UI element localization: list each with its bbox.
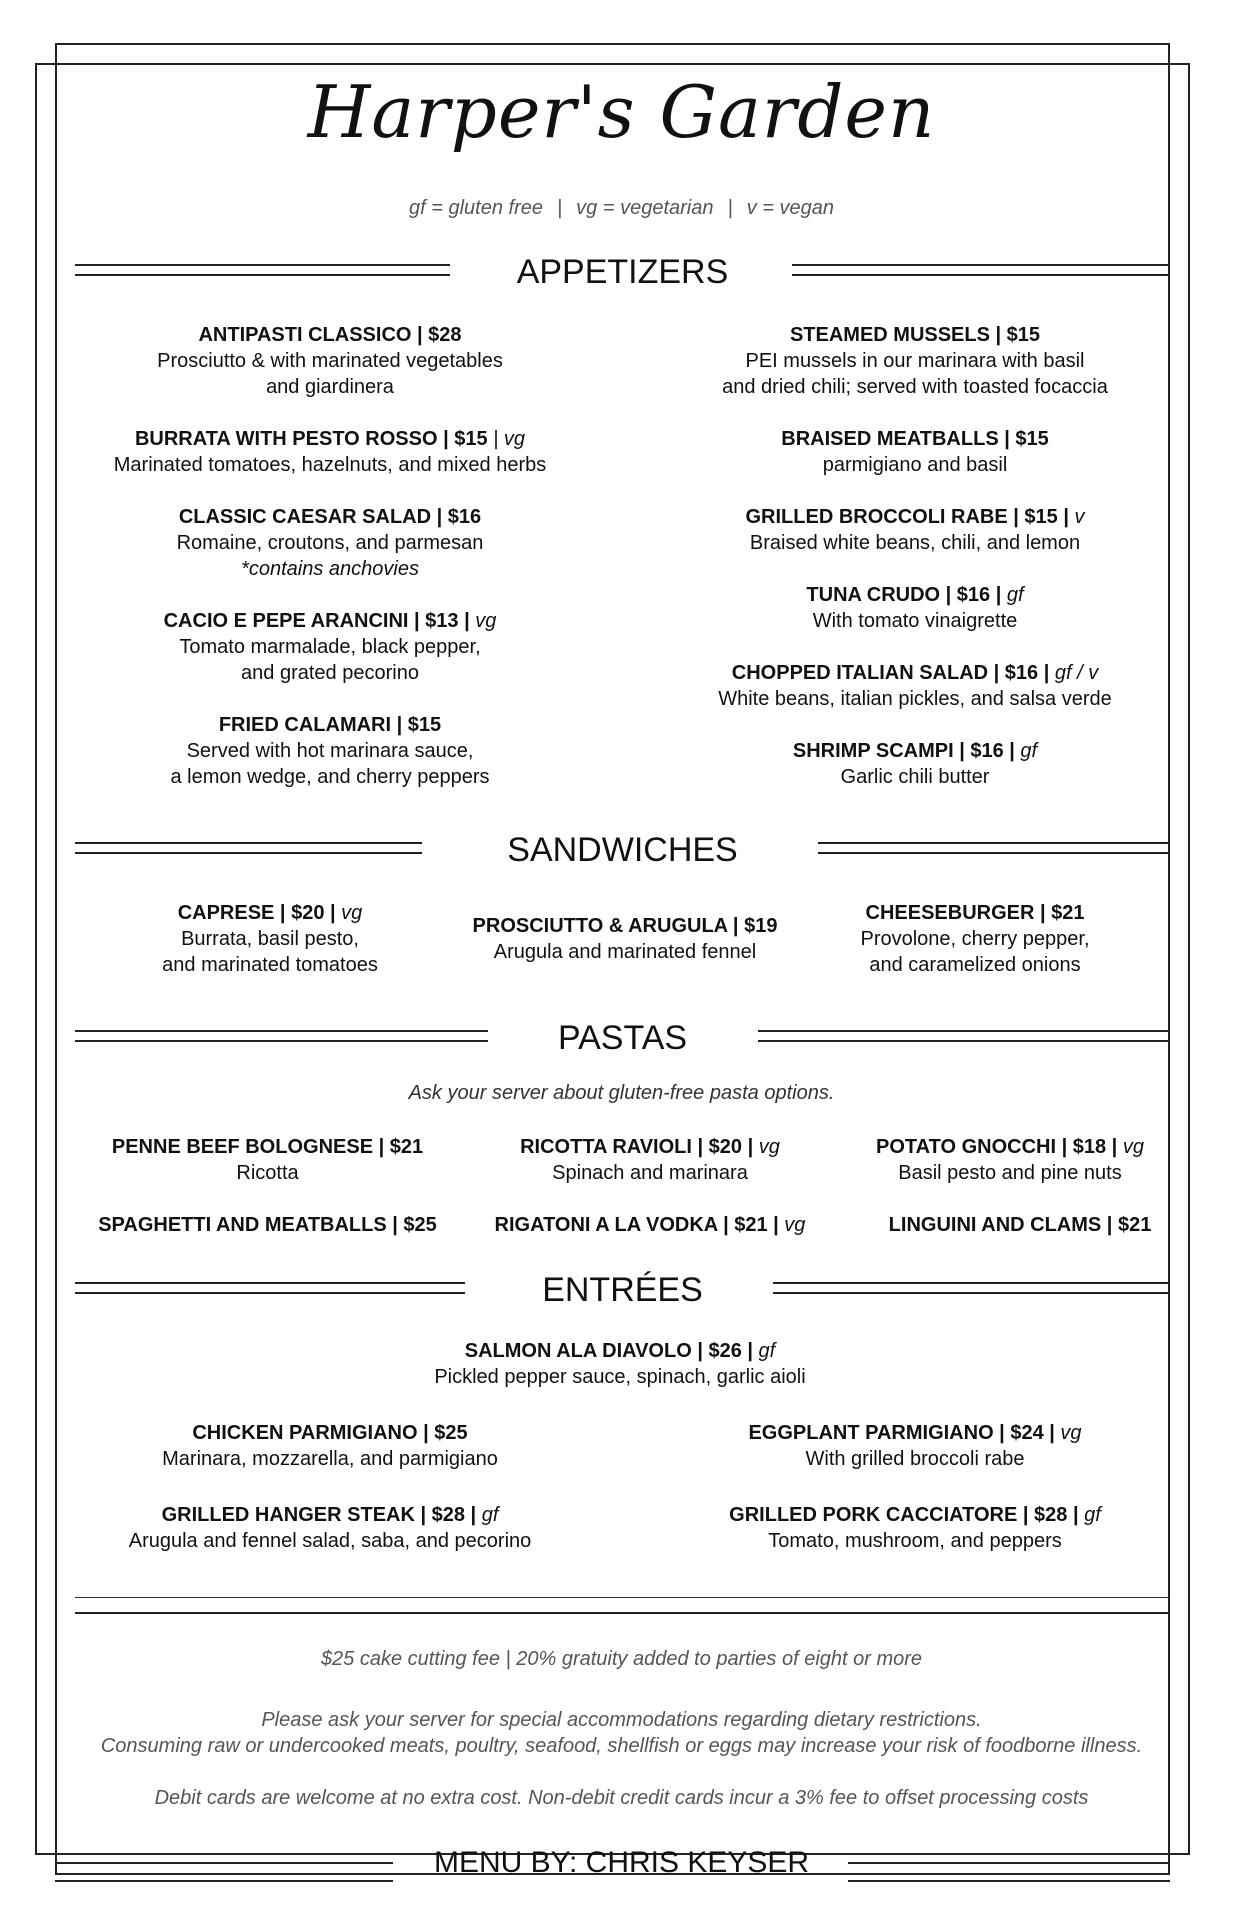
- footer-divider: [75, 1612, 1170, 1614]
- section-title: ENTRÉES: [542, 1271, 703, 1309]
- dietary-note: Please ask your server for special accommodations regarding dietary restrictions.: [261, 1709, 982, 1731]
- item-name: LINGUINI AND CLAMS | $21: [888, 1214, 1152, 1236]
- diet-tag: vg: [753, 1136, 780, 1158]
- legend-vg: vg = vegetarian: [576, 197, 714, 219]
- card-fee-note: Debit cards are welcome at no extra cost. Non-debit credit cards incur a 3% fee to offset processing costs: [154, 1787, 1089, 1809]
- diet-tag: | vg: [487, 428, 526, 450]
- item-name: RICOTTA RAVIOLI | $20 |: [520, 1136, 754, 1158]
- menu-item: [780, 900, 1170, 978]
- item-name: SHRIMP SCAMPI | $16 |: [792, 740, 1015, 762]
- diet-tag: gf: [1001, 584, 1024, 606]
- header-rule: [758, 1030, 1170, 1042]
- pastas-header: [75, 1018, 1170, 1058]
- menu-item: [460, 1212, 840, 1238]
- item-description: Served with hot marinara sauce,: [186, 740, 474, 762]
- item-description: PEI mussels in our marinara with basil: [745, 350, 1085, 372]
- legend-separator: |: [556, 197, 563, 219]
- diet-tag: gf: [1078, 1504, 1101, 1526]
- menu-item: [655, 426, 1175, 478]
- item-name: EGGPLANT PARMIGIANO | $24 |: [748, 1422, 1055, 1444]
- menu-item: [655, 504, 1175, 556]
- menu-item: [75, 712, 585, 790]
- menu-credit: MENU BY: CHRIS KEYSER: [433, 1846, 810, 1879]
- item-name: GRILLED HANGER STEAK | $28 |: [161, 1504, 477, 1526]
- item-name: CACIO E PEPE ARANCINI | $13 |: [163, 610, 470, 632]
- menu-item: [75, 1134, 460, 1186]
- item-description: Ricotta: [236, 1162, 299, 1184]
- diet-tag: gf / v: [1049, 662, 1099, 684]
- legend-v: v = vegan: [746, 197, 834, 219]
- menu-item: [855, 1212, 1185, 1238]
- item-name: CAPRESE | $20 |: [177, 902, 336, 924]
- diet-tag: vg: [1054, 1422, 1082, 1444]
- item-name: CHOPPED ITALIAN SALAD | $16 |: [731, 662, 1050, 684]
- item-description: Arugula and marinated fennel: [493, 941, 757, 963]
- menu-item: [75, 1212, 460, 1238]
- item-description: Romaine, croutons, and parmesan: [176, 532, 484, 554]
- menu-item: [655, 1420, 1175, 1472]
- credit-rule: [848, 1862, 1170, 1882]
- item-name: CHEESEBURGER | $21: [865, 902, 1085, 924]
- menu-item: [75, 1502, 585, 1554]
- appetizers-header: [75, 252, 1170, 292]
- item-description: a lemon wedge, and cherry peppers: [170, 766, 490, 788]
- item-name: BRAISED MEATBALLS | $15: [781, 428, 1049, 450]
- sandwiches-header: [75, 830, 1170, 870]
- diet-tag: gf: [476, 1504, 499, 1526]
- item-name: TUNA CRUDO | $16 |: [806, 584, 1002, 606]
- diet-tag: gf: [753, 1340, 776, 1362]
- menu-item: [840, 1134, 1180, 1186]
- item-note: *contains anchovies: [241, 558, 419, 580]
- item-description: and dried chili; served with toasted focaccia: [722, 376, 1108, 398]
- menu-item: [75, 900, 465, 978]
- header-rule: [818, 842, 1170, 854]
- item-name: GRILLED PORK CACCIATORE | $28 |: [729, 1504, 1079, 1526]
- fees-note: $25 cake cutting fee | 20% gratuity added to parties of eight or more: [320, 1648, 923, 1670]
- item-name: FRIED CALAMARI | $15: [218, 714, 442, 736]
- footer-divider: [75, 1597, 1170, 1598]
- item-name: SALMON ALA DIAVOLO | $26 |: [464, 1340, 753, 1362]
- item-description: parmigiano and basil: [822, 454, 1008, 476]
- entrees-header: [75, 1270, 1170, 1310]
- item-description: Arugula and fennel salad, saba, and pecorino: [128, 1530, 532, 1552]
- item-name: BURRATA WITH PESTO ROSSO | $15: [134, 428, 488, 450]
- item-description: Marinated tomatoes, hazelnuts, and mixed herbs: [113, 454, 547, 476]
- item-name: PROSCIUTTO & ARUGULA | $19: [472, 915, 778, 937]
- menu-item: [75, 426, 585, 478]
- item-description: Spinach and marinara: [552, 1162, 748, 1184]
- item-description: Garlic chili butter: [840, 766, 990, 788]
- menu-item: [75, 1420, 585, 1472]
- item-description: and marinated tomatoes: [162, 954, 378, 976]
- legend-gf: gf = gluten free: [408, 197, 543, 219]
- item-description: Burrata, basil pesto,: [181, 928, 359, 950]
- diet-legend: [0, 197, 1243, 220]
- menu-item: [655, 322, 1175, 400]
- section-title: APPETIZERS: [516, 253, 729, 291]
- header-rule: [792, 264, 1170, 276]
- diet-tag: vg: [469, 610, 497, 632]
- item-name: GRILLED BROCCOLI RABE | $15 |: [745, 506, 1069, 528]
- item-description: With tomato vinaigrette: [812, 610, 1018, 632]
- item-description: Basil pesto and pine nuts: [898, 1162, 1122, 1184]
- diet-tag: gf: [1014, 740, 1038, 762]
- item-description: Marinara, mozzarella, and parmigiano: [162, 1448, 498, 1470]
- diet-tag: vg: [1117, 1136, 1144, 1158]
- menu-item: [655, 738, 1175, 790]
- menu-item: [300, 1338, 940, 1390]
- item-description: and grated pecorino: [241, 662, 419, 684]
- item-description: Tomato marmalade, black pepper,: [179, 636, 481, 658]
- item-name: CHICKEN PARMIGIANO | $25: [192, 1422, 468, 1444]
- item-description: Tomato, mushroom, and peppers: [768, 1530, 1062, 1552]
- item-description: Provolone, cherry pepper,: [860, 928, 1090, 950]
- menu-item: [655, 582, 1175, 634]
- item-name: CLASSIC CAESAR SALAD | $16: [178, 506, 482, 528]
- item-name: ANTIPASTI CLASSICO | $28: [198, 324, 462, 346]
- item-name: SPAGHETTI AND MEATBALLS | $25: [98, 1214, 437, 1236]
- menu-item: [655, 1502, 1175, 1554]
- header-rule: [773, 1282, 1170, 1294]
- item-description: Braised white beans, chili, and lemon: [749, 532, 1081, 554]
- menu-item: [655, 660, 1175, 712]
- restaurant-logo: Harper's Garden: [307, 70, 936, 154]
- legend-separator: |: [727, 197, 733, 219]
- item-description: Prosciutto & with marinated vegetables: [157, 350, 503, 372]
- item-name: POTATO GNOCCHI | $18 |: [876, 1136, 1118, 1158]
- section-title: SANDWICHES: [507, 831, 738, 869]
- item-description: With grilled broccoli rabe: [805, 1448, 1025, 1470]
- menu-item: [75, 608, 585, 686]
- item-description: White beans, italian pickles, and salsa verde: [718, 688, 1112, 710]
- menu-item: [75, 504, 585, 582]
- item-name: PENNE BEEF BOLOGNESE | $21: [111, 1136, 424, 1158]
- item-description: Pickled pepper sauce, spinach, garlic aioli: [434, 1366, 806, 1388]
- diet-tag: vg: [778, 1214, 806, 1236]
- pasta-note: Ask your server about gluten-free pasta options.: [408, 1082, 835, 1104]
- item-description: and giardinera: [266, 376, 394, 398]
- diet-tag: vg: [335, 902, 363, 924]
- item-description: and caramelized onions: [869, 954, 1081, 976]
- foodborne-warning: Consuming raw or undercooked meats, poultry, seafood, shellfish or eggs may increase your risk of foodborne illness.: [100, 1735, 1143, 1757]
- menu-item: [75, 322, 585, 400]
- section-title: PASTAS: [557, 1019, 688, 1057]
- menu-item: [460, 1134, 840, 1186]
- menu-item: [440, 913, 810, 965]
- item-name: RIGATONI A LA VODKA | $21 |: [494, 1214, 779, 1236]
- item-name: STEAMED MUSSELS | $15: [789, 324, 1041, 346]
- diet-tag: v: [1068, 506, 1085, 528]
